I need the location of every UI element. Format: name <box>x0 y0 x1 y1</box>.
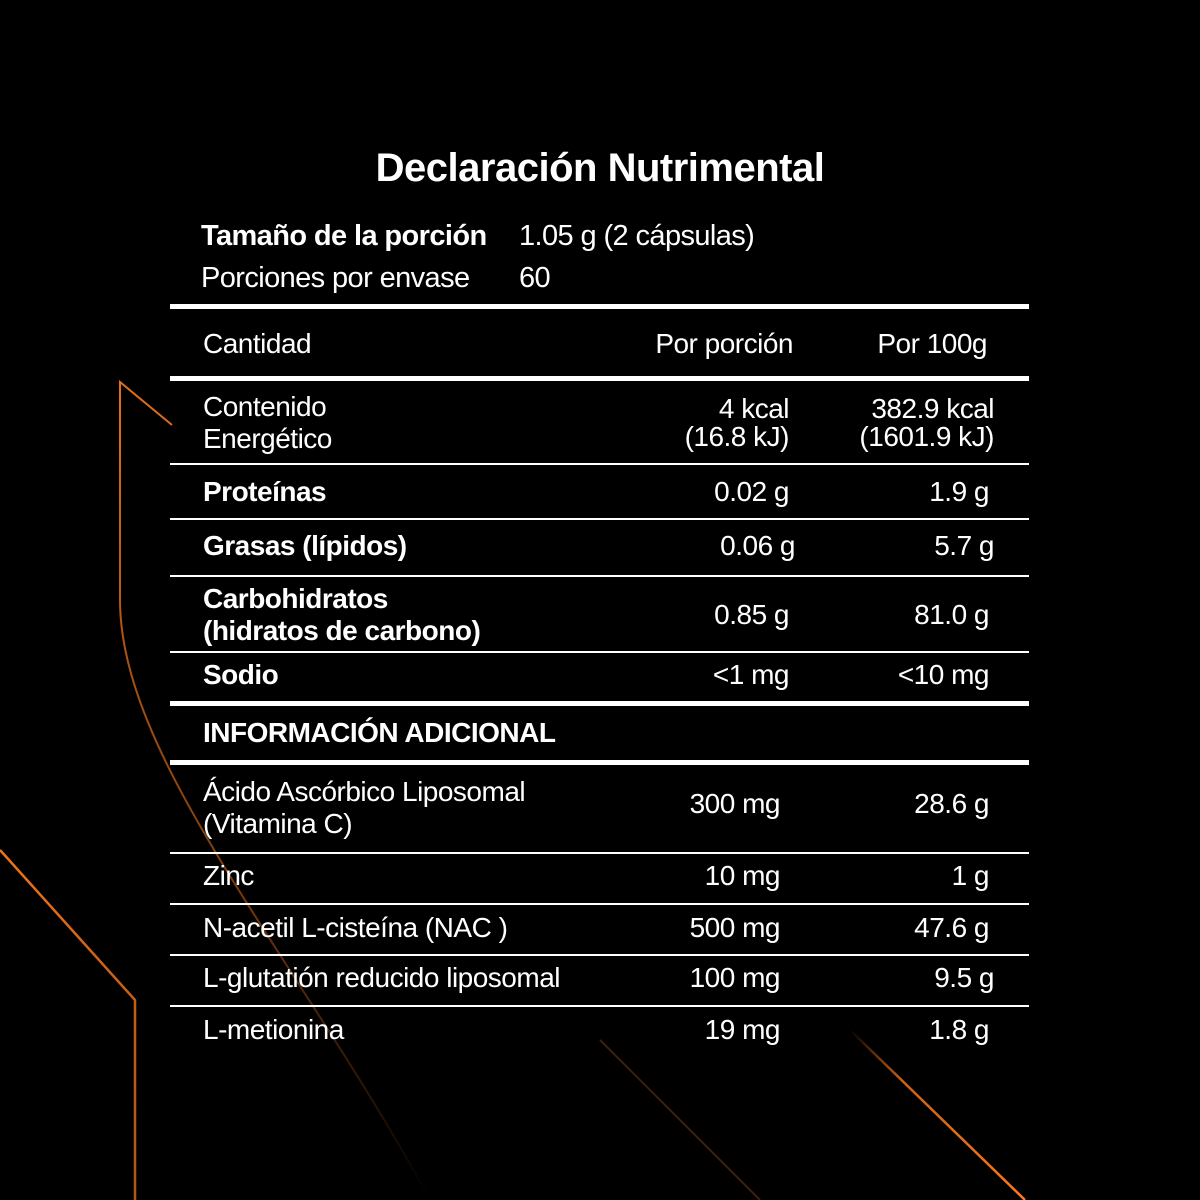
divider-thick <box>170 304 1029 309</box>
per-serving-value: 500 mg <box>689 912 780 943</box>
additional-info-heading: INFORMACIÓN ADICIONAL <box>203 717 556 748</box>
header-per-100g: Por 100g <box>877 328 987 359</box>
divider-thick <box>170 376 1029 381</box>
per-100g-value: 9.5 g <box>934 962 994 993</box>
page-title: Declaración Nutrimental <box>375 146 825 190</box>
divider-thin <box>170 852 1029 854</box>
nutrient-name: Ácido Ascórbico Liposomal (Vitamina C) <box>203 776 526 839</box>
nutrient-name: Sodio <box>203 659 279 690</box>
per-serving-value: 10 mg <box>704 860 780 891</box>
divider-thick <box>170 701 1029 706</box>
nutrient-name: L-metionina <box>203 1014 344 1045</box>
per-100g-value: 81.0 g <box>914 599 989 630</box>
per-100g-value: 1 g <box>951 860 989 891</box>
header-quantity: Cantidad <box>203 328 312 359</box>
accent-diagonal-line-right <box>850 1030 1025 1200</box>
per-100g-value: 47.6 g <box>914 912 989 943</box>
divider-thick <box>170 760 1029 765</box>
per-100g-value: 28.6 g <box>914 788 989 819</box>
divider-thin <box>170 575 1029 577</box>
per-serving-value: 100 mg <box>689 962 780 993</box>
per-100g-value: 5.7 g <box>934 530 994 561</box>
per-100g-value: <10 mg <box>897 659 989 690</box>
serving-size-label: Tamaño de la porción <box>201 220 487 252</box>
per-serving-value: 300 mg <box>689 788 780 819</box>
header-per-serving: Por porción <box>655 328 793 359</box>
divider-thin <box>170 954 1029 956</box>
per-serving-value: 0.06 g <box>720 530 795 561</box>
nutrient-name: Proteínas <box>203 476 327 507</box>
accent-diagonal-line-left <box>0 850 135 1200</box>
nutrient-name: Grasas (lípidos) <box>203 530 407 561</box>
per-100g-value: 1.8 g <box>929 1014 989 1045</box>
nutrient-name: L-glutatión reducido liposomal <box>203 962 560 993</box>
divider-thin <box>170 1005 1029 1007</box>
divider-thin <box>170 903 1029 905</box>
divider-thin <box>170 518 1029 520</box>
per-serving-value: 0.02 g <box>714 476 789 507</box>
divider-thin <box>170 463 1029 465</box>
per-serving-value: 0.85 g <box>714 599 789 630</box>
nutrient-name: Zinc <box>203 860 254 891</box>
accent-faint-line <box>600 1040 760 1200</box>
nutrient-name: Carbohidratos (hidratos de carbono) <box>203 583 481 646</box>
per-100g-value: 382.9 kcal (1601.9 kJ) <box>859 393 994 452</box>
per-serving-value: 19 mg <box>704 1014 780 1045</box>
divider-thin <box>170 651 1029 653</box>
nutrient-name: N-acetil L-cisteína (NAC ) <box>203 912 508 943</box>
serving-size-value: 1.05 g (2 cápsulas) <box>519 220 755 252</box>
per-serving-value: 4 kcal (16.8 kJ) <box>684 393 789 452</box>
servings-per-container-label: Porciones por envase <box>201 262 470 294</box>
per-serving-value: <1 mg <box>712 659 789 690</box>
servings-per-container-value: 60 <box>519 262 551 294</box>
per-100g-value: 1.9 g <box>929 476 989 507</box>
nutrient-name: Contenido Energético <box>203 391 332 454</box>
